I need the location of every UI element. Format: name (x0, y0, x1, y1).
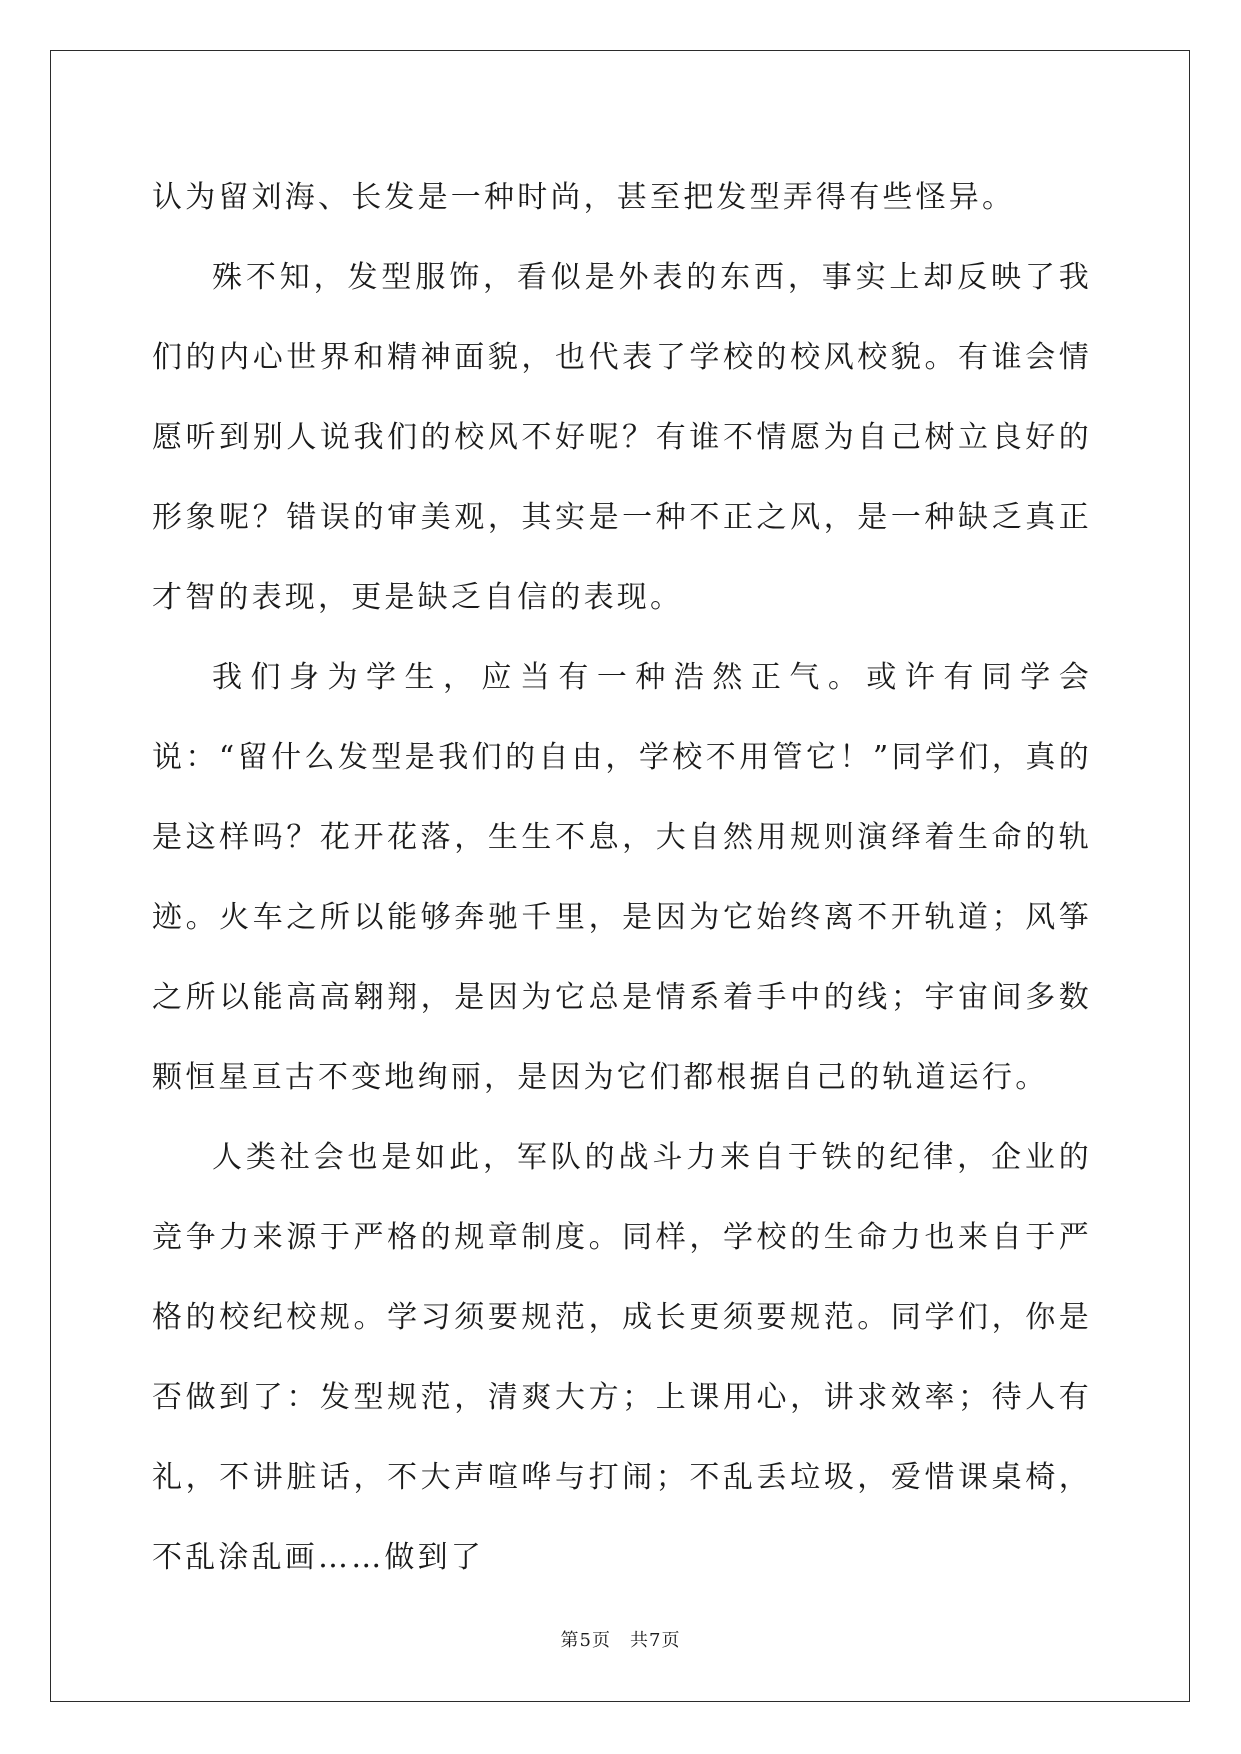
paragraph-2: 殊不知，发型服饰，看似是外表的东西，事实上却反映了我们的内心世界和精神面貌，也代表了学校的校风校貌。有谁会情愿听到别人说我们的校风不好呢？有谁不情愿为自己树立良好的形象呢？错误的审美观，其实是一种不正之风，是一种缺乏真正才智的表现，更是缺乏自信的表现。 (152, 260, 1092, 615)
page-number-footer: 第5页 共7页 (560, 1630, 681, 1651)
paragraph-3: 我们身为学生，应当有一种浩然正气。或许有同学会说：“留什么发型是我们的自由，学校不用管它！”同学们，真的是这样吗？花开花落，生生不息，大自然用规则演绎着生命的轨迹。火车之所以能够奔驰千里，是因为它始终离不开轨道；风筝之所以能高高翱翔，是因为它总是情系着手中的线；宇宙间多数颗恒星亘古不变地绚丽，是因为它们都根据自己的轨道运行。 (152, 660, 1092, 1095)
document-body (152, 158, 1092, 1598)
paragraph-1: 认为留刘海、长发是一种时尚，甚至把发型弄得有些怪异。 (152, 180, 1016, 215)
paragraph-4: 人类社会也是如此，军队的战斗力来自于铁的纪律，企业的竞争力来源于严格的规章制度。同样，学校的生命力也来自于严格的校纪校规。学习须要规范，成长更须要规范。同学们，你是否做到了：发型规范，清爽大方；上课用心，讲求效率；待人有礼，不讲脏话，不大声喧哗与打闹；不乱丢垃圾，爱惜课桌椅，不乱涂乱画……做到了 (152, 1140, 1092, 1575)
